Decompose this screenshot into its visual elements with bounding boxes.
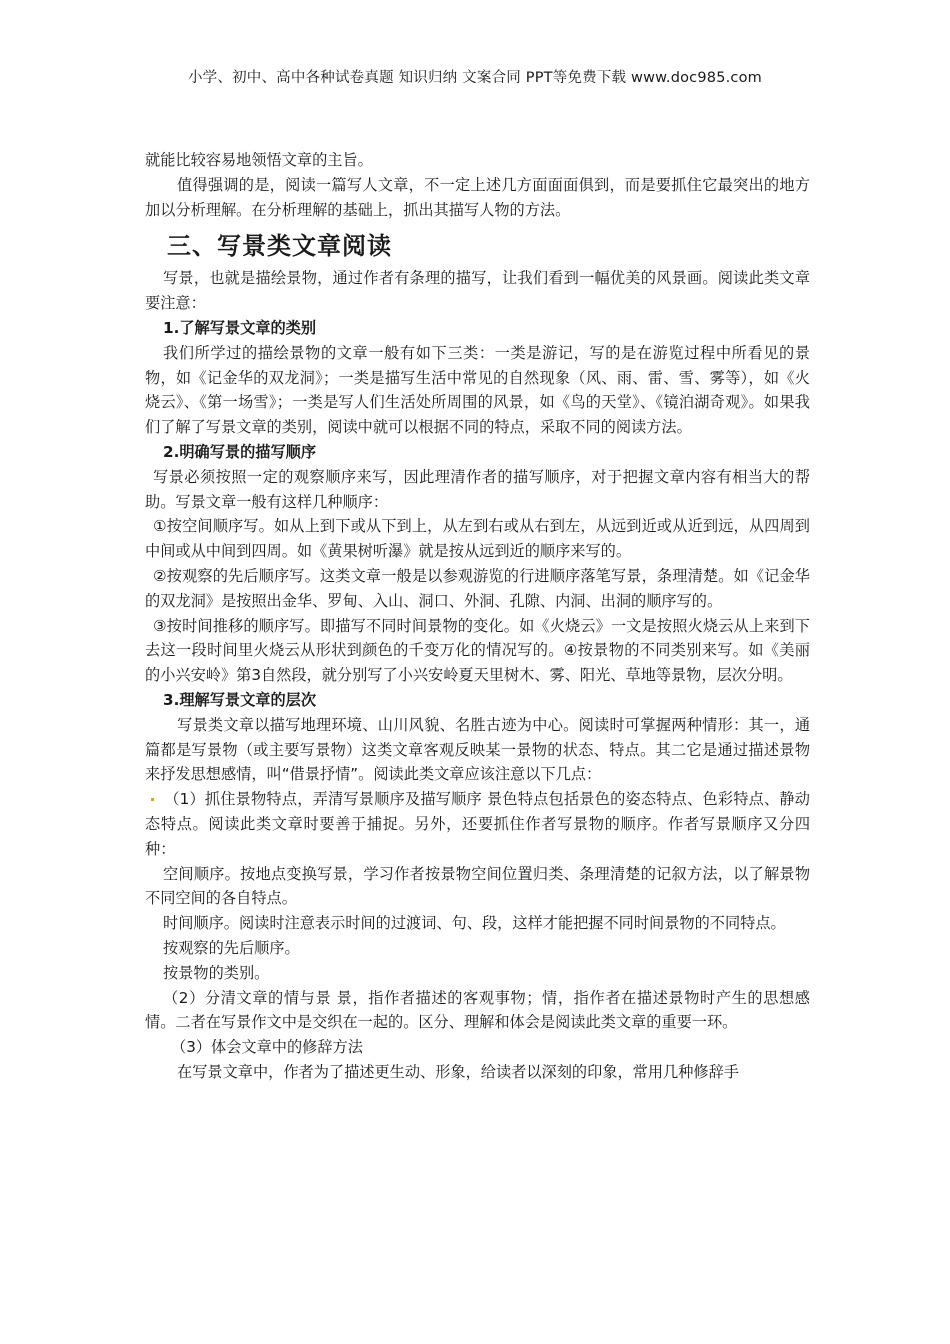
paragraph: 按观察的先后顺序。 xyxy=(163,938,300,957)
paragraph: 写景类文章以描写地理环境、山川风貌、名胜古迹为中心。阅读时可掌握两种情形：其一，通篇都是写景物（或主要写景物）这类文章客观反映某一景物的状态、特点。其二它是通过描述景物来抒发思想感情，叫“借景抒情”。阅读此类文章应该注意以下几点： xyxy=(145,715,810,784)
page-header: 小学、初中、高中各种试卷真题 知识归纳 文案合同 PPT等免费下载 www.doc985.com xyxy=(187,70,763,86)
paragraph: 我们所学过的描绘景物的文章一般有如下三类：一类是游记，写的是在游览过程中所看见的景物，如《记金华的双龙洞》；一类是描写生活中常见的自然现象（风、雨、雷、雪、雾等），如《火烧云》、《第一场雪》；一类是写人们生活处所周围的风景，如《鸟的天堂》、《镜泊湖奇观》。如果我们了解了写景文章的类别，阅读中就可以根据不同的特点，采取不同的阅读方法。 xyxy=(145,343,810,437)
paragraph: 在写景文章中，作者为了描述更生动、形象，给读者以深刻的印象，常用几种修辞手 xyxy=(177,1062,739,1081)
paragraph: 写景，也就是描绘景物，通过作者有条理的描写，让我们看到一幅优美的风景画。阅读此类文章要注意： xyxy=(145,269,810,313)
paragraph: （1）抓住景物特点，弄清写景顺序及描写顺序 景色特点包括景色的姿态特点、色彩特点、静动态特点。阅读此类文章时要善于捕捉。另外，还要抓住作者写景物的顺序。作者写景顺序又分四种： xyxy=(145,790,810,858)
paragraph: ②按观察的先后顺序写。这类文章一般是以参观游览的行进顺序落笔写景，条理清楚。如《记金华的双龙洞》是按照出金华、罗甸、入山、洞口、外洞、孔隙、内洞、出洞的顺序写的。 xyxy=(145,566,810,610)
paragraph: 空间顺序。按地点变换写景，学习作者按景物空间位置归类、条理清楚的记叙方法，以了解景物不同空间的各自特点。 xyxy=(145,864,810,908)
section-heading: 三、写景类文章阅读 xyxy=(167,232,392,261)
paragraph: 就能比较容易地领悟文章的主旨。 xyxy=(145,151,373,169)
paragraph: 时间顺序。阅读时注意表示时间的过渡词、句、段，这样才能把握不同时间景物的不同特点。 xyxy=(163,914,786,933)
paragraph: （3）体会文章中的修辞方法 xyxy=(171,1038,363,1057)
document-body xyxy=(145,148,810,1085)
paragraph: ①按空间顺序写。如从上到下或从下到上，从左到右或从右到左，从远到近或从近到远，从四周到中间或从中间到四周。如《黄果树听瀑》就是按从远到近的顺序来写的。 xyxy=(145,517,810,561)
subheading: 2.明确写景的描写顺序 xyxy=(163,442,317,461)
subheading: 3.理解写景文章的层次 xyxy=(163,690,317,709)
paragraph: 写景必须按照一定的观察顺序来写，因此理清作者的描写顺序，对于把握文章内容有相当大的帮助。写景文章一般有这样几种顺序： xyxy=(145,467,810,511)
paragraph: ③按时间推移的顺序写。即描写不同时间景物的变化。如《火烧云》一文是按照火烧云从上来到下去这一段时间里火烧云从形状到颜色的千变万化的情况写的。④按景物的不同类别来写。如《美丽的小兴安岭》第3自然段，就分别写了小兴安岭夏天里树木、雾、阳光、草地等景物，层次分明。 xyxy=(145,616,810,685)
paragraph: 按景物的类别。 xyxy=(163,963,270,982)
paragraph: （2）分清文章的情与景 景，指作者描述的客观事物；情，指作者在描述景物时产生的思想感情。二者在写景作文中是交织在一起的。区分、理解和体会是阅读此类文章的重要一环。 xyxy=(145,988,810,1032)
subheading: 1.了解写景文章的类别 xyxy=(163,318,317,337)
paragraph: 值得强调的是，阅读一篇写人文章，不一定上述几方面面面俱到，而是要抓住它最突出的地方加以分析理解。在分析理解的基础上，抓出其描写人物的方法。 xyxy=(145,175,810,219)
bullet-dot-icon xyxy=(151,798,154,801)
